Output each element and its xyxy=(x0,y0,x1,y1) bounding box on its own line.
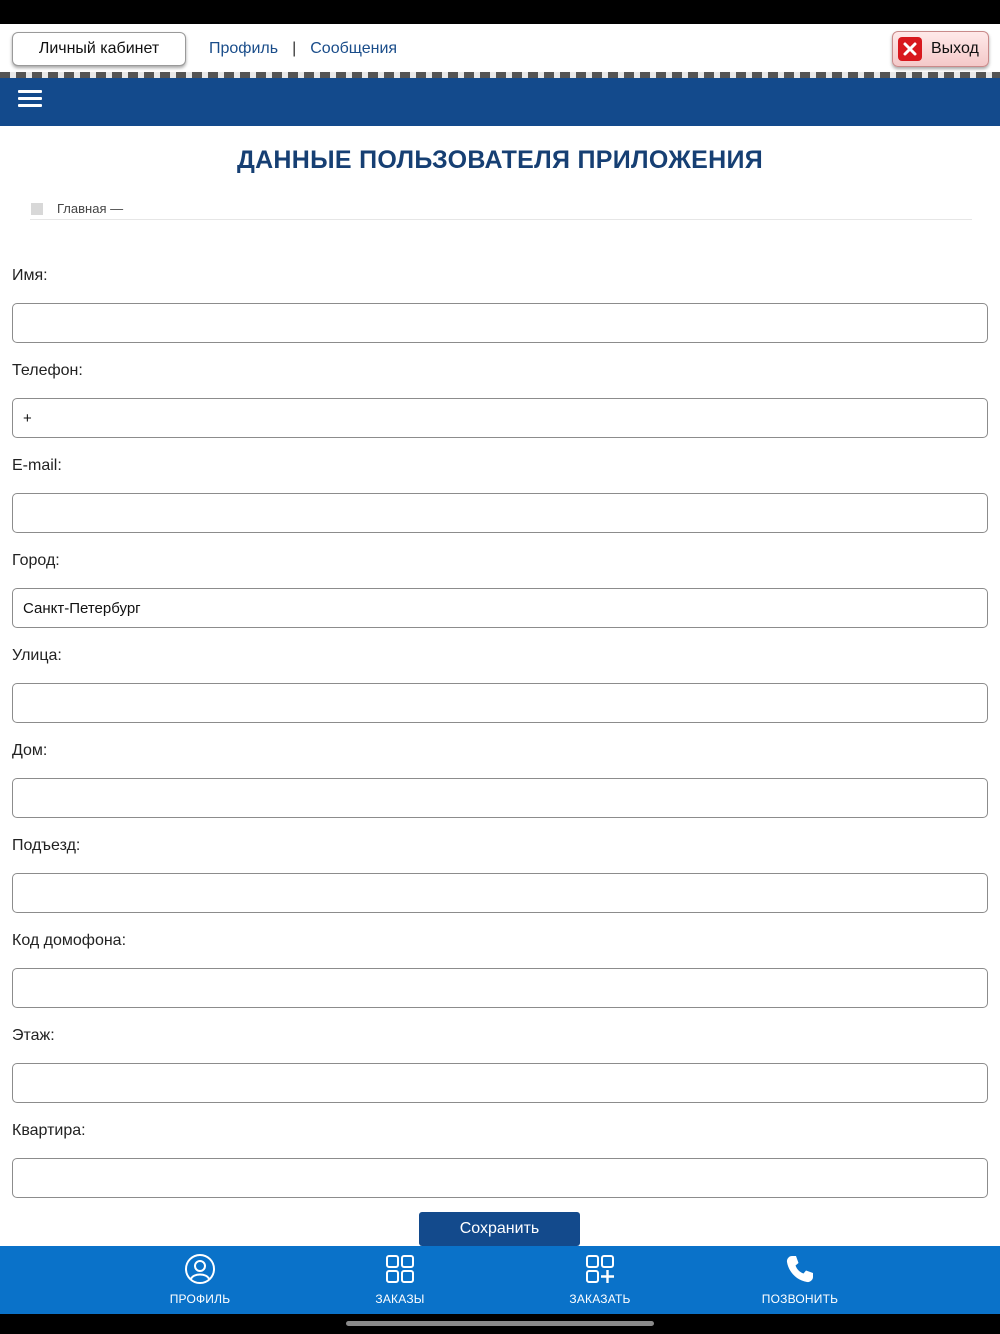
grid-plus-icon xyxy=(584,1253,616,1285)
close-icon xyxy=(898,37,922,61)
field-phone xyxy=(12,355,988,450)
tab-call[interactable] xyxy=(740,1246,860,1314)
field-label: Имя: xyxy=(12,267,48,284)
intercom-code-input[interactable] xyxy=(12,968,988,1008)
link-separator: | xyxy=(292,40,297,57)
field-intercom xyxy=(12,925,988,1020)
field-label: Улица: xyxy=(12,647,62,664)
city-input[interactable] xyxy=(12,588,988,628)
grid-icon xyxy=(384,1253,416,1285)
field-entrance xyxy=(12,830,988,925)
tab-label: ПРОФИЛЬ xyxy=(169,1292,231,1306)
breadcrumb xyxy=(30,199,972,220)
phone-input[interactable] xyxy=(12,398,988,438)
top-links xyxy=(209,40,397,58)
profile-link[interactable]: Профиль xyxy=(209,40,279,57)
exit-button[interactable] xyxy=(892,31,989,67)
breadcrumb-home-link[interactable]: Главная — xyxy=(57,201,124,216)
tab-order-now[interactable] xyxy=(540,1246,660,1314)
field-label: E-mail: xyxy=(12,457,62,474)
field-label: Квартира: xyxy=(12,1122,86,1139)
hamburger-menu-icon[interactable] xyxy=(18,86,42,110)
field-apartment xyxy=(12,1115,988,1210)
field-street xyxy=(12,640,988,735)
bottom-tab-bar xyxy=(0,1246,1000,1314)
status-bar xyxy=(0,0,1000,24)
exit-label: Выход xyxy=(931,40,979,57)
field-label: Город: xyxy=(12,552,60,569)
tab-label: ЗАКАЗЫ xyxy=(375,1292,425,1306)
home-indicator[interactable] xyxy=(346,1321,654,1326)
apartment-input[interactable] xyxy=(12,1158,988,1198)
tab-orders[interactable] xyxy=(340,1246,460,1314)
personal-cabinet-button[interactable]: Личный кабинет xyxy=(12,32,186,66)
phone-icon xyxy=(784,1253,816,1285)
field-label: Подъезд: xyxy=(12,837,81,854)
field-floor xyxy=(12,1020,988,1115)
floor-input[interactable] xyxy=(12,1063,988,1103)
entrance-input[interactable] xyxy=(12,873,988,913)
nav-bar xyxy=(0,78,1000,126)
field-email xyxy=(12,450,988,545)
field-label: Дом: xyxy=(12,742,48,759)
messages-link[interactable]: Сообщения xyxy=(310,40,398,57)
user-data-form xyxy=(12,260,988,1210)
name-input[interactable] xyxy=(12,303,988,343)
field-name xyxy=(12,260,988,355)
house-input[interactable] xyxy=(12,778,988,818)
email-input[interactable] xyxy=(12,493,988,533)
save-button[interactable]: Сохранить xyxy=(419,1212,580,1246)
field-city xyxy=(12,545,988,640)
tab-label: ПОЗВОНИТЬ xyxy=(761,1292,839,1306)
top-bar xyxy=(0,24,1000,76)
field-house xyxy=(12,735,988,830)
field-label: Код домофона: xyxy=(12,932,127,949)
field-label: Этаж: xyxy=(12,1027,55,1044)
street-input[interactable] xyxy=(12,683,988,723)
tab-label: ЗАКАЗАТЬ xyxy=(569,1292,631,1306)
page-title: ДАННЫЕ ПОЛЬЗОВАТЕЛЯ ПРИЛОЖЕНИЯ xyxy=(236,146,764,174)
tab-profile[interactable] xyxy=(140,1246,260,1314)
breadcrumb-square-icon xyxy=(31,203,43,215)
user-circle-icon xyxy=(184,1253,216,1285)
field-label: Телефон: xyxy=(12,362,83,379)
